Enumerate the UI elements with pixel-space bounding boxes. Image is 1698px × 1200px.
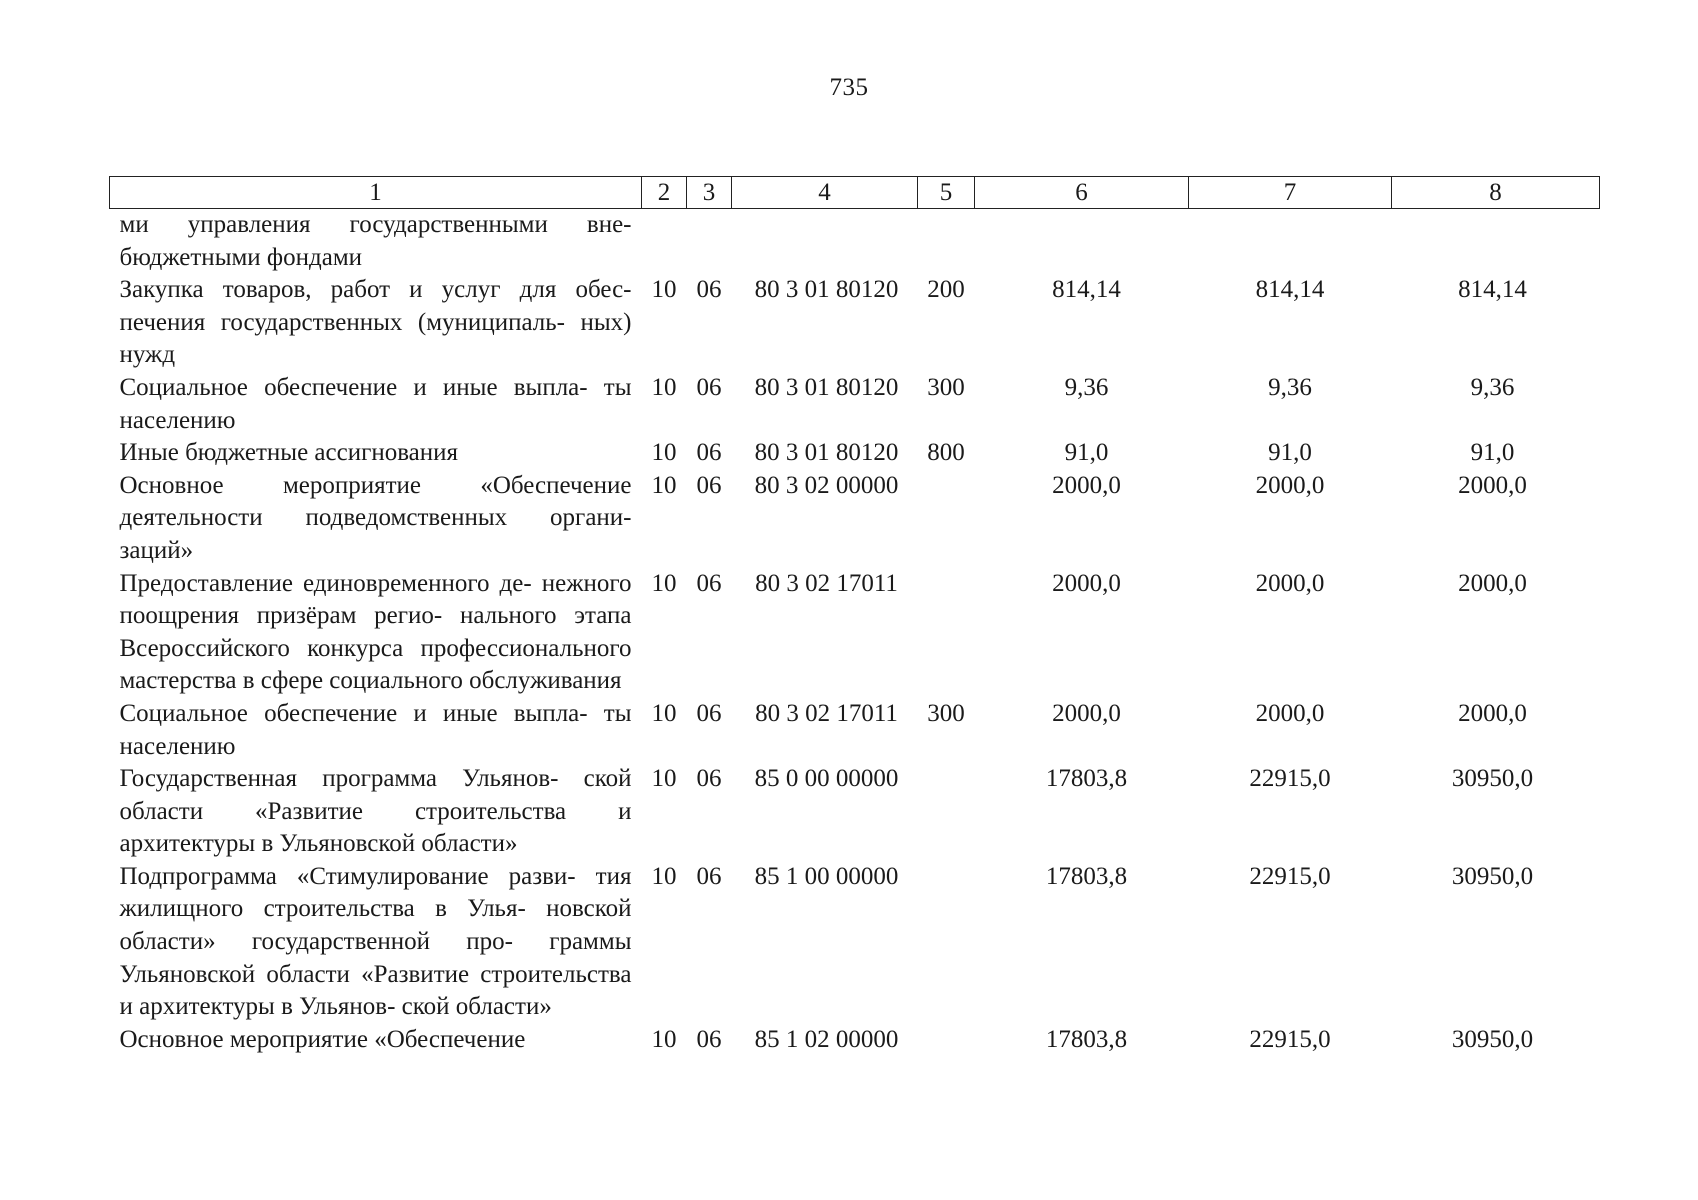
row-subsection: 06 [696, 765, 722, 793]
row-amount-col7: 2000,0 [1255, 569, 1325, 597]
row-expense-type [918, 209, 975, 275]
row-name: Закупка товаров, работ и услуг для обес- печения государственных (муниципаль- ных) нужд [119, 276, 632, 369]
row-name: Основное мероприятие «Обеспечение [119, 1025, 526, 1053]
table-row [110, 861, 1600, 1024]
row-amount-col7 [1189, 209, 1392, 275]
row-section: 10 [651, 439, 677, 467]
page-number: 735 [829, 74, 869, 101]
row-amount-col8: 2000,0 [1458, 471, 1527, 499]
row-section: 10 [651, 1025, 677, 1053]
row-subsection: 06 [696, 569, 722, 597]
column-header-2: 2 [642, 177, 687, 209]
row-amount-col6: 17803,8 [1045, 765, 1128, 793]
row-amount-col8: 814,14 [1458, 276, 1527, 304]
table-row [110, 470, 1600, 568]
row-subsection: 06 [696, 862, 722, 890]
row-amount-col8: 30950,0 [1451, 765, 1534, 793]
row-amount-col7: 2000,0 [1255, 471, 1325, 499]
row-name: Основное мероприятие «Обеспечение деятельности подведомственных органи- заций» [119, 471, 632, 564]
row-target-code: 80 3 01 80120 [754, 373, 899, 401]
row-amount-col6: 2000,0 [1052, 569, 1121, 597]
row-section: 10 [651, 765, 677, 793]
row-name: Государственная программа Ульянов- ской области «Развитие строительства и архитектуры в Ульяновской области» [119, 765, 632, 858]
row-target-code: 80 3 01 80120 [754, 276, 899, 304]
table-row [110, 763, 1600, 861]
row-amount-col8: 30950,0 [1451, 862, 1534, 890]
table-row [110, 1024, 1600, 1057]
row-amount-col8: 30950,0 [1451, 1025, 1534, 1053]
table-row [110, 209, 1600, 275]
row-subsection [687, 209, 732, 275]
row-amount-col7: 814,14 [1255, 276, 1325, 304]
row-expense-type [918, 763, 975, 861]
row-amount-col6: 17803,8 [1045, 1025, 1128, 1053]
row-target-code: 80 3 02 17011 [755, 699, 898, 727]
row-target-code: 80 3 01 80120 [754, 439, 899, 467]
column-header-8: 8 [1392, 177, 1600, 209]
row-expense-type [918, 1024, 975, 1057]
table-header-row [110, 177, 1600, 209]
row-amount-col8 [1392, 209, 1600, 275]
row-target-code [732, 209, 918, 275]
row-amount-col8: 9,36 [1470, 373, 1515, 401]
table-row [110, 274, 1600, 372]
row-amount-col7: 22915,0 [1249, 765, 1331, 793]
row-amount-col7: 91,0 [1268, 439, 1312, 467]
row-subsection: 06 [696, 373, 722, 401]
row-name: Социальное обеспечение и иные выпла- ты населению [119, 373, 632, 434]
row-name: Предоставление единовременного де- нежного поощрения призёрам регио- нального этапа Всероссийского конкурса профессионального мастерства в сфере социального обслуживания [119, 569, 632, 695]
table-body [110, 209, 1600, 1057]
row-expense-type [918, 470, 975, 568]
table-row [110, 698, 1600, 763]
column-header-7: 7 [1189, 177, 1392, 209]
table-row [110, 437, 1600, 470]
row-expense-type: 200 [927, 276, 965, 304]
row-subsection: 06 [696, 1025, 722, 1053]
row-target-code: 85 0 00 00000 [754, 765, 899, 793]
row-amount-col7: 22915,0 [1249, 862, 1331, 890]
row-amount-col8: 91,0 [1470, 439, 1515, 467]
table-row [110, 372, 1600, 437]
row-amount-col6: 2000,0 [1052, 471, 1121, 499]
row-name: ми управления государственными вне- бюджетными фондами [119, 211, 632, 271]
table-row [110, 568, 1600, 698]
row-name: Подпрограмма «Стимулирование разви- тия жилищного строительства в Улья- новской области» государственной про- граммы Ульяновской области «Развитие строительства и архитектуры в Ульянов- ской области» [119, 862, 632, 1021]
column-header-4: 4 [732, 177, 918, 209]
row-expense-type: 300 [927, 699, 965, 727]
row-amount-col7: 22915,0 [1249, 1025, 1331, 1053]
row-name: Иные бюджетные ассигнования [119, 439, 459, 467]
row-amount-col6: 814,14 [1052, 276, 1121, 304]
budget-table [109, 176, 1600, 1056]
row-section: 10 [651, 569, 677, 597]
column-header-3: 3 [687, 177, 732, 209]
row-subsection: 06 [696, 699, 722, 727]
row-section: 10 [651, 471, 677, 499]
row-amount-col8: 2000,0 [1458, 699, 1527, 727]
row-section: 10 [651, 699, 677, 727]
row-target-code: 80 3 02 00000 [754, 471, 899, 499]
row-target-code: 85 1 02 00000 [754, 1025, 899, 1053]
row-amount-col6: 17803,8 [1045, 862, 1128, 890]
row-amount-col8: 2000,0 [1458, 569, 1527, 597]
row-section: 10 [651, 276, 677, 304]
row-expense-type: 800 [927, 439, 965, 467]
row-expense-type [918, 861, 975, 1024]
row-target-code: 85 1 00 00000 [754, 862, 899, 890]
row-amount-col7: 9,36 [1268, 373, 1312, 401]
row-expense-type [918, 568, 975, 698]
row-section [642, 209, 687, 275]
column-header-5: 5 [918, 177, 975, 209]
row-amount-col6: 91,0 [1064, 439, 1109, 467]
row-target-code: 80 3 02 17011 [755, 569, 898, 597]
column-header-1: 1 [110, 177, 642, 209]
row-subsection: 06 [696, 471, 722, 499]
row-amount-col6: 2000,0 [1052, 699, 1121, 727]
row-expense-type: 300 [927, 373, 965, 401]
column-header-6: 6 [975, 177, 1189, 209]
row-section: 10 [651, 373, 677, 401]
row-subsection: 06 [696, 439, 722, 467]
row-amount-col7: 2000,0 [1255, 699, 1325, 727]
row-name: Социальное обеспечение и иные выпла- ты населению [119, 699, 632, 760]
row-subsection: 06 [696, 276, 722, 304]
row-section: 10 [651, 862, 677, 890]
row-amount-col6 [975, 209, 1189, 275]
row-amount-col6: 9,36 [1064, 373, 1109, 401]
